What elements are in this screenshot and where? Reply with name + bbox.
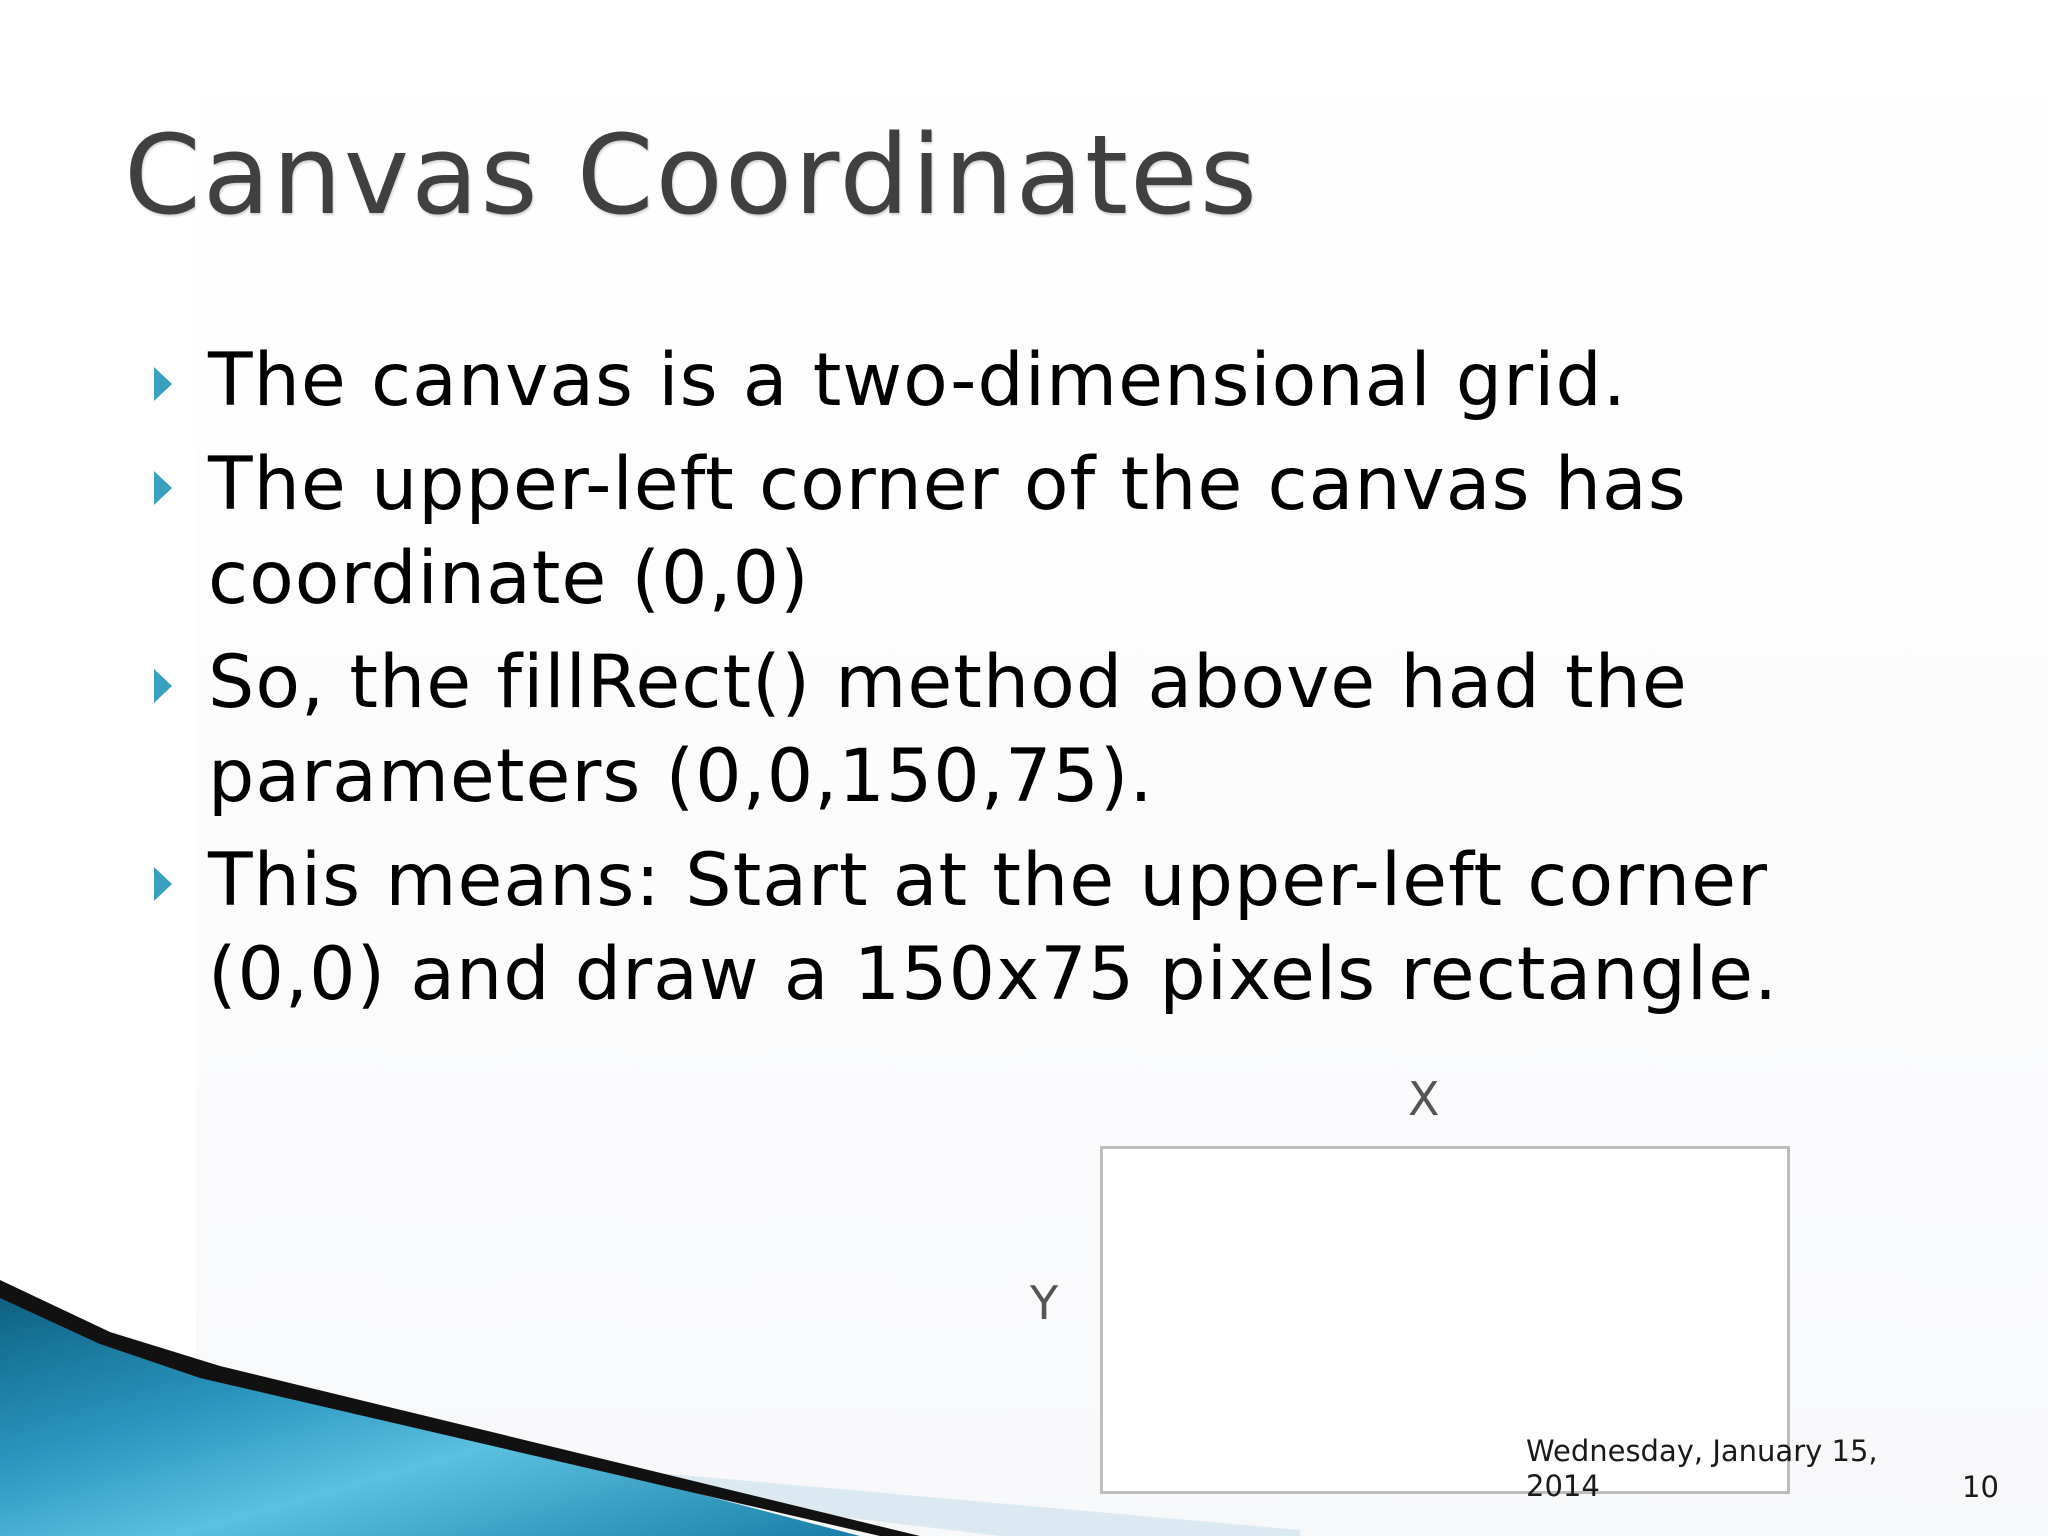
bullet-text: The canvas is a two-dimensional grid.	[208, 338, 1627, 423]
slide-title: Canvas Coordinates	[124, 111, 1260, 239]
triangle-bullet-icon	[154, 367, 172, 401]
bullet-item	[150, 334, 1870, 428]
y-axis-label: Y	[1030, 1276, 1059, 1330]
bullet-item	[150, 636, 1870, 824]
triangle-bullet-icon	[154, 471, 172, 505]
bullet-item	[150, 438, 1870, 626]
bullet-list	[150, 334, 1870, 1032]
footer-date: Wednesday, January 15, 2014	[1526, 1434, 1878, 1503]
bullet-text: This means: Start at the upper-left corner (0,0) and draw a 150x75 pixels rectangle.	[208, 838, 1779, 1017]
triangle-bullet-icon	[154, 867, 172, 901]
bullet-text: The upper-left corner of the canvas has coordinate (0,0)	[208, 442, 1687, 621]
swoosh-decoration	[0, 1280, 1300, 1536]
bullet-text: So, the fillRect() method above had the parameters (0,0,150,75).	[208, 640, 1688, 819]
bullet-item	[150, 834, 1870, 1022]
x-axis-label: X	[1408, 1072, 1440, 1126]
triangle-bullet-icon	[154, 669, 172, 703]
page-number: 10	[1962, 1470, 1999, 1504]
